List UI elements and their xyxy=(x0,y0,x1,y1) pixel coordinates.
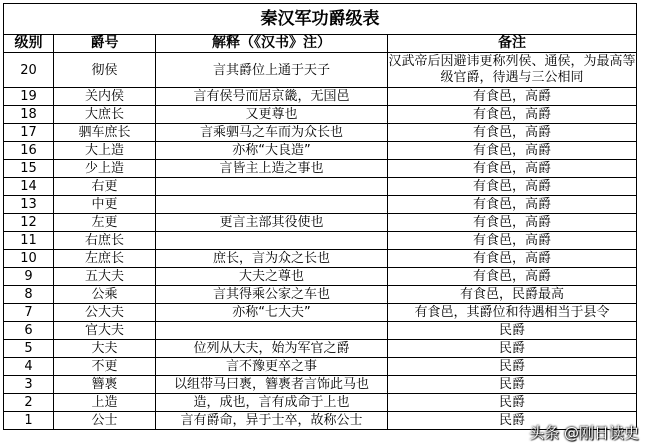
cell-note: 民爵 xyxy=(388,340,637,358)
cell-rank: 公乘 xyxy=(54,286,156,304)
cell-explanation: 言乘驷马之车而为众长也 xyxy=(156,124,388,142)
table-row xyxy=(4,142,637,160)
cell-rank: 不更 xyxy=(54,358,156,376)
cell-note: 有食邑，高爵 xyxy=(388,232,637,250)
cell-note: 民爵 xyxy=(388,412,637,430)
cell-note: 有食邑，其爵位和待遇相当于县令 xyxy=(388,304,637,322)
table-row xyxy=(4,196,637,214)
cell-note: 民爵 xyxy=(388,394,637,412)
cell-explanation xyxy=(156,178,388,196)
cell-note: 有食邑，高爵 xyxy=(388,268,637,286)
cell-explanation: 又更尊也 xyxy=(156,106,388,124)
table-row xyxy=(4,394,637,412)
cell-level: 15 xyxy=(4,160,54,178)
watermark: 头条 @刚日读史 xyxy=(529,424,639,442)
cell-note: 有食邑，高爵 xyxy=(388,106,637,124)
table-row xyxy=(4,178,637,196)
table-row xyxy=(4,88,637,106)
table-row xyxy=(4,124,637,142)
cell-note: 民爵 xyxy=(388,358,637,376)
table-row xyxy=(4,376,637,394)
cell-explanation: 言其爵位上通于天子 xyxy=(156,53,388,88)
cell-explanation: 言有爵命，异于士卒，故称公士 xyxy=(156,412,388,430)
table-row xyxy=(4,286,637,304)
cell-level: 5 xyxy=(4,340,54,358)
cell-explanation: 亦称“七大夫” xyxy=(156,304,388,322)
cell-rank: 右庶长 xyxy=(54,232,156,250)
cell-note: 民爵 xyxy=(388,376,637,394)
header-rank: 爵号 xyxy=(54,35,156,53)
table-title: 秦汉军功爵级表 xyxy=(4,4,637,35)
cell-note: 有食邑，高爵 xyxy=(388,178,637,196)
cell-note: 汉武帝后因避讳更称列侯、通侯，为最高等级官爵，待遇与三公相同 xyxy=(388,53,637,88)
cell-explanation: 更言主部其役使也 xyxy=(156,214,388,232)
cell-explanation: 以组带马曰褭，簪褭者言饰此马也 xyxy=(156,376,388,394)
cell-level: 4 xyxy=(4,358,54,376)
cell-note: 有食邑，高爵 xyxy=(388,196,637,214)
header-note: 备注 xyxy=(388,35,637,53)
cell-rank: 上造 xyxy=(54,394,156,412)
cell-rank: 公大夫 xyxy=(54,304,156,322)
cell-rank: 右更 xyxy=(54,178,156,196)
cell-level: 20 xyxy=(4,53,54,88)
cell-explanation: 大夫之尊也 xyxy=(156,268,388,286)
cell-note: 有食邑，高爵 xyxy=(388,250,637,268)
cell-level: 19 xyxy=(4,88,54,106)
cell-explanation: 亦称“大良造” xyxy=(156,142,388,160)
table-row xyxy=(4,268,637,286)
table-row xyxy=(4,214,637,232)
cell-note: 有食邑，高爵 xyxy=(388,124,637,142)
cell-level: 17 xyxy=(4,124,54,142)
cell-note: 有食邑，民爵最高 xyxy=(388,286,637,304)
header-level: 级别 xyxy=(4,35,54,53)
table-row xyxy=(4,160,637,178)
cell-note: 有食邑，高爵 xyxy=(388,88,637,106)
cell-note: 民爵 xyxy=(388,322,637,340)
cell-level: 13 xyxy=(4,196,54,214)
cell-rank: 大上造 xyxy=(54,142,156,160)
cell-note: 有食邑，高爵 xyxy=(388,142,637,160)
cell-explanation: 言其得乘公家之车也 xyxy=(156,286,388,304)
table-row xyxy=(4,106,637,124)
cell-rank: 大庶长 xyxy=(54,106,156,124)
cell-rank: 中更 xyxy=(54,196,156,214)
cell-level: 7 xyxy=(4,304,54,322)
cell-level: 9 xyxy=(4,268,54,286)
cell-explanation: 言有侯号而居京畿，无国邑 xyxy=(156,88,388,106)
cell-explanation xyxy=(156,322,388,340)
cell-note: 有食邑，高爵 xyxy=(388,160,637,178)
cell-explanation xyxy=(156,232,388,250)
table-row xyxy=(4,250,637,268)
cell-explanation xyxy=(156,196,388,214)
table-row xyxy=(4,53,637,88)
cell-explanation: 言皆主上造之事也 xyxy=(156,160,388,178)
cell-rank: 关内侯 xyxy=(54,88,156,106)
cell-explanation: 造，成也，言有成命于上也 xyxy=(156,394,388,412)
cell-explanation: 位列从大夫，始为军官之爵 xyxy=(156,340,388,358)
cell-level: 6 xyxy=(4,322,54,340)
cell-level: 12 xyxy=(4,214,54,232)
header-explanation: 解释（《汉书》注） xyxy=(156,35,388,53)
cell-level: 3 xyxy=(4,376,54,394)
cell-rank: 左庶长 xyxy=(54,250,156,268)
cell-level: 11 xyxy=(4,232,54,250)
cell-rank: 左更 xyxy=(54,214,156,232)
cell-level: 1 xyxy=(4,412,54,430)
cell-note: 有食邑，高爵 xyxy=(388,214,637,232)
cell-explanation: 言不豫更卒之事 xyxy=(156,358,388,376)
cell-rank: 驷车庶长 xyxy=(54,124,156,142)
cell-rank: 五大夫 xyxy=(54,268,156,286)
table-body xyxy=(4,53,637,430)
table-row xyxy=(4,232,637,250)
table-row xyxy=(4,304,637,322)
cell-level: 16 xyxy=(4,142,54,160)
cell-level: 10 xyxy=(4,250,54,268)
rank-table xyxy=(3,3,637,430)
cell-level: 2 xyxy=(4,394,54,412)
cell-rank: 少上造 xyxy=(54,160,156,178)
cell-rank: 簪褭 xyxy=(54,376,156,394)
table-row xyxy=(4,322,637,340)
cell-explanation: 庶长，言为众之长也 xyxy=(156,250,388,268)
cell-level: 14 xyxy=(4,178,54,196)
cell-rank: 彻侯 xyxy=(54,53,156,88)
cell-rank: 大夫 xyxy=(54,340,156,358)
cell-level: 18 xyxy=(4,106,54,124)
cell-level: 8 xyxy=(4,286,54,304)
table-row xyxy=(4,340,637,358)
table-row xyxy=(4,358,637,376)
cell-rank: 官大夫 xyxy=(54,322,156,340)
cell-rank: 公士 xyxy=(54,412,156,430)
